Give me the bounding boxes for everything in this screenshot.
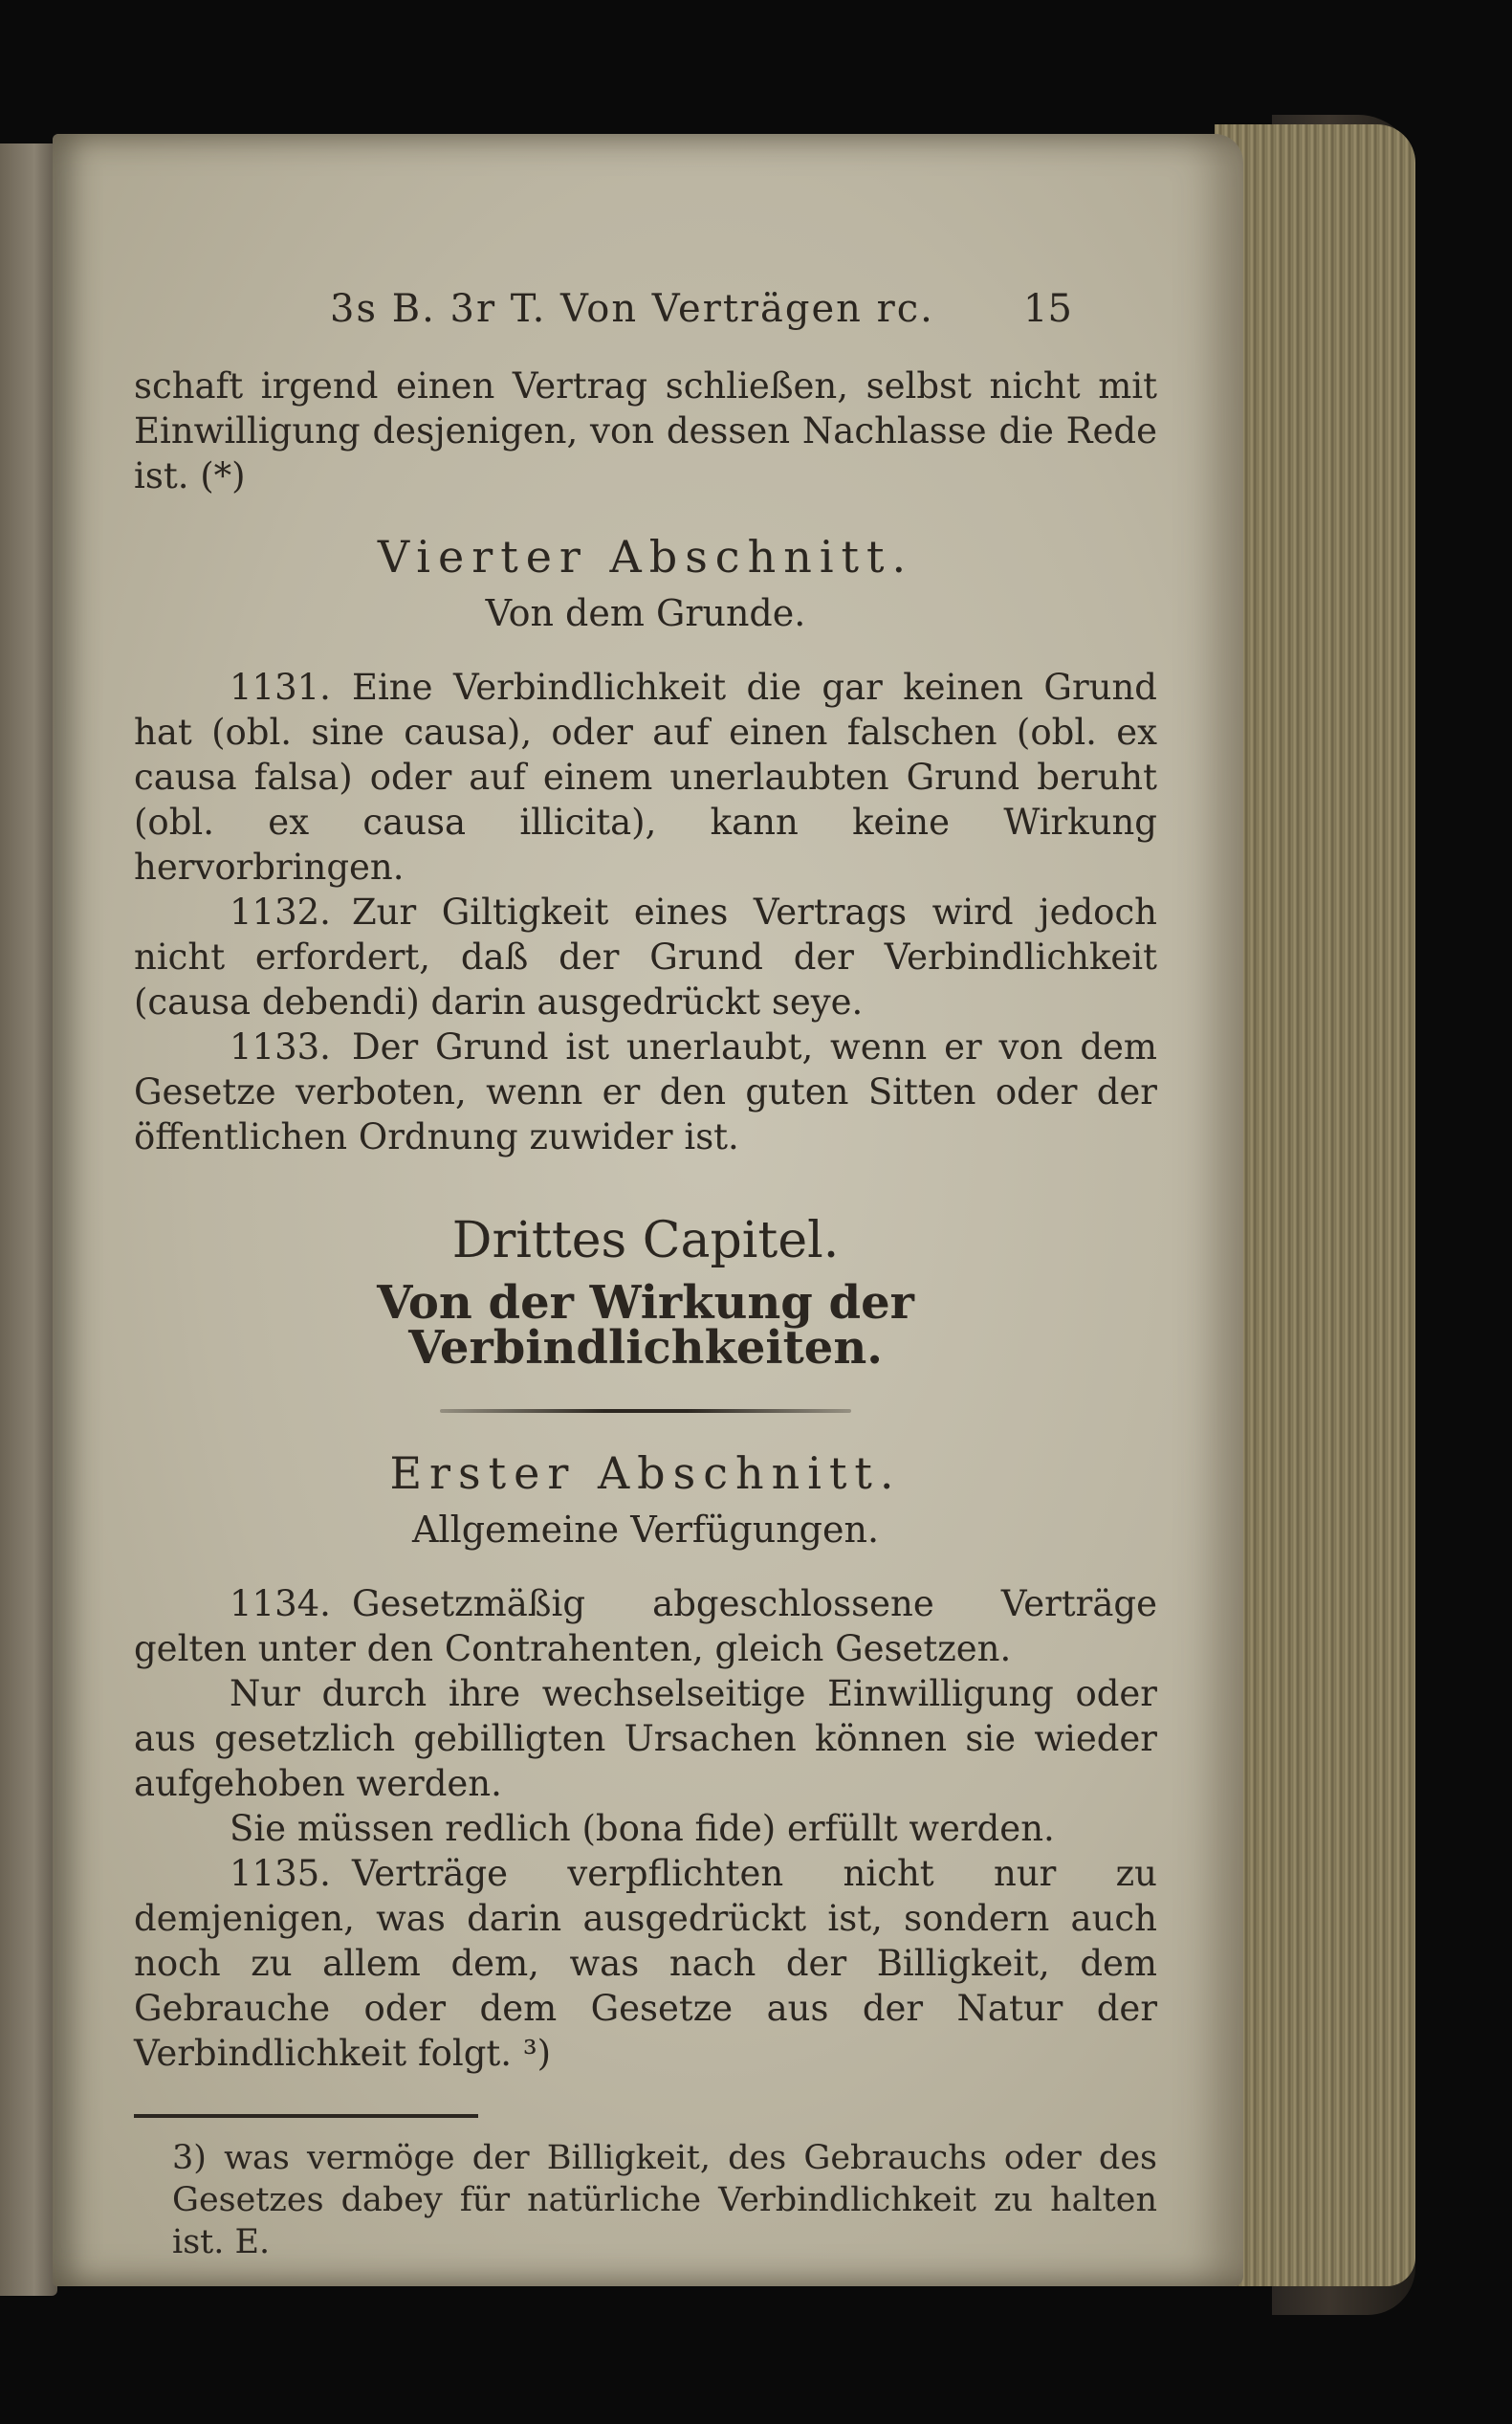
section-subtitle-1: Allgemeine Verfügungen. <box>411 1509 880 1551</box>
article-1132 <box>134 890 1157 1025</box>
page-stack-edge <box>1215 124 1415 2286</box>
article-text: Der Grund ist unerlaubt, wenn er von dem Gesetze verboten, wenn er den guten Sitten oder der öffentlichen Ordnung zuwider ist. <box>134 1026 1157 1157</box>
chapter-title: Drittes Capitel. <box>451 1212 840 1269</box>
footnote: 3) was vermöge der Billigkeit, des Gebrauchs oder des Gesetzes dabey für natürliche Verbindlichkeit zu halten ist. E. <box>172 2139 1157 2261</box>
page-number: 15 <box>1023 287 1072 331</box>
article-1134-para3: Sie müssen redlich (bona fide) erfüllt werden. <box>230 1808 1055 1849</box>
article-number: 1131. <box>230 667 331 708</box>
section-subtitle-4: Von dem Grunde. <box>485 592 806 634</box>
article-text: Eine Verbindlichkeit die gar keinen Grund hat (obl. sine causa), oder auf einen falschen (obl. ex causa falsa) oder auf einem unerlaubten Grund beruht (obl. ex causa illicita), kann keine Wirkung hervorbringen. <box>134 667 1157 888</box>
page-header <box>53 287 1243 344</box>
footnote-rule <box>134 2114 478 2118</box>
article-text: Gesetzmäßig abgeschlossene Verträge gelten unter den Contrahenten, gleich Gesetzen. <box>134 1583 1157 1669</box>
page-body <box>134 364 1157 2263</box>
chapter-subtitle: Von der Wirkung der Verbindlichkeiten. <box>377 1276 914 1375</box>
article-1134 <box>134 1581 1157 1671</box>
article-1131 <box>134 665 1157 890</box>
article-number: 1135. <box>230 1853 331 1894</box>
article-text: Verträge verpflichten nicht nur zu demjenigen, was darin ausgedrückt ist, sondern auch noch zu allem dem, was nach der Billigkeit, dem Gebrauche oder dem Gesetze aus der Natur der Verbindlichkeit folgt. ³) <box>134 1853 1157 2074</box>
article-number: 1133. <box>230 1026 331 1068</box>
article-number: 1134. <box>230 1583 331 1624</box>
ornamental-rule <box>440 1409 851 1413</box>
previous-page-edge <box>0 143 57 2296</box>
article-1133 <box>134 1025 1157 1159</box>
article-1134-para2: Nur durch ihre wechselseitige Einwilligung oder aus gesetzlich gebilligten Ursachen können sie wieder aufgehoben werden. <box>134 1673 1157 1804</box>
section-title-1: Erster Abschnitt. <box>389 1447 902 1499</box>
article-1135 <box>134 1851 1157 2076</box>
intro-paragraph: schaft irgend einen Vertrag schließen, selbst nicht mit Einwilligung desjenigen, von dessen Nachlasse die Rede ist. (*) <box>134 365 1157 496</box>
running-head: 3s B. 3r T. Von Verträgen rc. <box>330 287 934 331</box>
article-number: 1132. <box>230 892 331 933</box>
book-page <box>53 134 1243 2286</box>
section-title-4: Vierter Abschnitt. <box>377 531 914 583</box>
article-text: Zur Giltigkeit eines Vertrags wird jedoch nicht erfordert, daß der Grund der Verbindlichkeit (causa debendi) darin ausgedrückt seye. <box>134 892 1157 1023</box>
